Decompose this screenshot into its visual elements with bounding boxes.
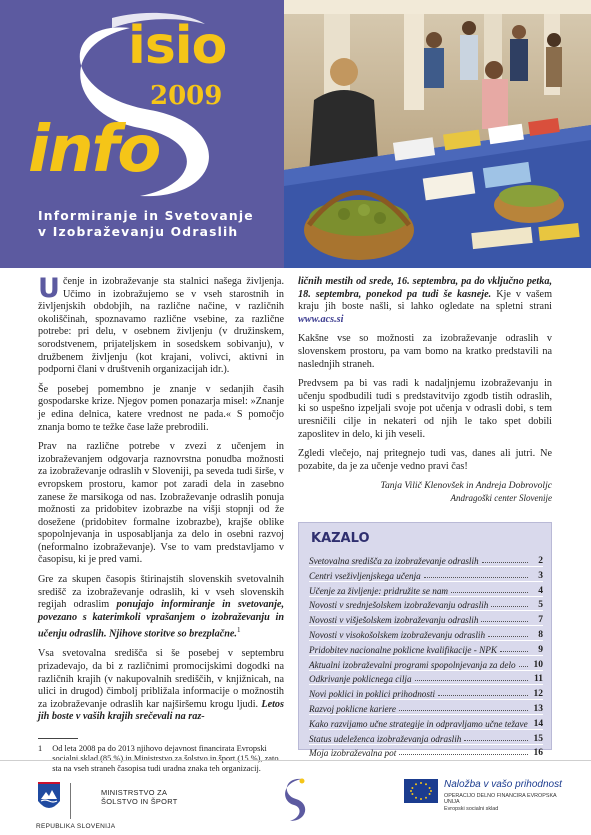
signature-organization: Andragoški center Slovenije — [450, 493, 552, 504]
toc-item-label: Novosti v srednješolskem izobraževanju odraslih — [309, 600, 489, 611]
ministry-line-1: MINISTRSTVO ZA — [101, 788, 168, 797]
footnote-mark: 1 — [38, 744, 43, 753]
article-column-right — [298, 276, 552, 504]
toc-item-label: Pridobitev nacionalne poklicne kvalifikacije - NPK — [309, 644, 498, 655]
slovenia-coat-of-arms-icon — [36, 781, 96, 819]
toc-item-label: Odkrivanje poklicnega cilja — [309, 674, 412, 685]
paragraph-1-text: čenje in izobraževanje sta stalnici našega življenja. Učimo in izobražujemo se v vseh starostnih in življenjskih obdobjih, na različne načine, v različnih okoliščinah, spoznavamo različne vsebine, za različne potrebe: pri delu, v osebnem življenju (v družinskem, sorodstvenem, prijateljskem in sosedskem sobivanju), v družbenem življenju (kot krajani, volivci, aktivni in podporni člani v društvenih organizacijah idr.). — [38, 276, 284, 376]
isio-s-logo-icon — [280, 775, 312, 825]
table-of-contents — [298, 522, 552, 759]
toc-item-label: Aktualni izobraževalni programi spopolnjevanja za delo — [309, 659, 516, 670]
website-link[interactable]: www.acs.si — [298, 313, 344, 325]
article-paragraph-6 — [298, 276, 552, 326]
toc-item-label: Svetovalna središča za izobraževanje odraslih — [309, 556, 479, 566]
logo-year: 2009 — [150, 81, 223, 111]
article-column-left — [38, 273, 285, 731]
tagline-line-1: Informiranje in Svetovanje — [38, 209, 254, 223]
masthead — [0, 0, 591, 268]
masthead-panel — [0, 0, 284, 268]
paragraph-3-text: Prav na različne potrebe v zvezi z učenjem in izobraževanjem odgovarja raznovrstna ponudba možnosti za izobraževanje odraslih v Sloveniji, pa seveda tudi širše, v evropskem prostoru, kamor pot zaradi dela in zasebno zanese že marsikoga od nas. Izobraževanje odraslih ponuja možnosti za pridobitev izobrazbe na višji stopnji od že dosežene (pridobitev formalne izobrazbe), krajše oblike spopolnjevanja in usposabljanja za delo in osebni razvoj (neformalno izobraževanje). Vse to vam predstavljamo v časopisu, ki je pred vami. — [38, 441, 284, 566]
toc-item-page: 12 — [533, 689, 543, 700]
toc-item-page: 5 — [538, 600, 543, 611]
tagline — [38, 208, 278, 240]
toc-item-page: 3 — [538, 570, 543, 581]
ministry-name — [101, 789, 178, 806]
article-paragraph-4 — [38, 574, 284, 641]
eu-flag-icon — [404, 779, 438, 803]
signature-names: Tanja Vilič Klenovšek in Andreja Dobrovoljc — [380, 480, 552, 492]
toc-item-label: Novosti v visokošolskem izobraževanju odraslih — [309, 630, 486, 640]
paragraph-4-text: Gre za skupen časopis štirinajstih slovenskih svetovalnih središč za izobraževanje odraslih, ki v vseh slovenskih regijah odraslim — [38, 574, 284, 611]
toc-item-page: 2 — [538, 556, 543, 566]
toc-item-label: Učenje za življenje: pridružite se nam — [309, 585, 449, 596]
footnote-reference: 1 — [236, 626, 241, 635]
toc-item-page: 10 — [533, 659, 543, 670]
tagline-line-2: v Izobraževanju Odraslih — [38, 225, 239, 239]
paragraph-4-emphasis: ponujajo informiranje in svetovanje, povezano s katerimkoli vprašanjem o izobraževanju in učenju odraslih. Njihove storitve so brezplačne. — [38, 599, 285, 640]
paragraph-8-text: Predvsem pa bi vas radi k nadaljnjemu izobraževanju in učenju spodbudili tudi s predstavitvijo zgodb tistih odraslih, ki so uspešno izpeljali svoje pot učenja v odrasli dobi, s tem uresničili cilje in nekateri od njih le tako spet dobili zaposlitev in delo, ki jih veseli. — [298, 378, 552, 440]
toc-item[interactable] — [309, 741, 543, 758]
toc-item-label: Centri vseživljenjskega učenja — [309, 570, 421, 581]
eu-funding-line-1: OPERACIJO DELNO FINANCIRA EVROPSKA UNIJA — [444, 793, 557, 806]
toc-item-page: 4 — [538, 585, 543, 596]
article-paragraph-5 — [38, 648, 284, 724]
toc-item-page: 7 — [538, 615, 543, 626]
paragraph-2-text: Še posebej pomembno je znanje v sedanjih časih gospodarske krize. Njegov pomen ponazarja misel: »Znanje je edina delnica, katere vrednost ne pada.« S pomočjo znanja bomo te težke čase laže prebrodili. — [38, 383, 284, 433]
article-paragraph — [38, 273, 284, 377]
toc-leader-dots — [399, 754, 528, 755]
footnote-text: Od leta 2008 pa do 2013 njihovo dejavnost financirata Evropski socialni sklad (85 %) in Ministrstvo za šolstvo in šport (15 %), zato sta na vseh straneh časopisa tudi uradna znaka teh organizacij. — [52, 744, 279, 774]
toc-item-label: Razvoj poklicne kariere — [309, 704, 396, 714]
toc-item-label: Kako razvijamo učne strategije in odpravljamo učne težave — [309, 718, 528, 729]
paragraph-7-text: Kakšne vse so možnosti za izobraževanje odraslih v slovenskem prostoru, pa vam bomo na kratko predstavili na naslednjih straneh. — [298, 333, 552, 370]
ministry-line-2: ŠOLSTVO IN ŠPORT — [101, 796, 178, 806]
paragraph-5-emphasis: Letos jih boste v vaših krajih srečevali na raz- — [38, 698, 284, 723]
footer — [0, 760, 591, 835]
eu-slogan: Naložba v vašo prihodnost — [444, 779, 562, 790]
logo-isio-text: isio — [128, 16, 227, 76]
drop-cap: U — [38, 273, 60, 304]
toc-item-page: 9 — [538, 644, 543, 655]
logo-info-text: info — [28, 113, 160, 187]
paragraph-5-text: Vsa svetovalna središča si še posebej v septembru prizadevajo, da bi z različnimi promocijskimi dogodki na različnih krajih (v nakupovalnih središčih, v knjižnicah, na ulici in drugod) čimbolj približala informacije o možnostih za izobraževanje odraslih kar najširšemu krogu ljudi. — [38, 648, 284, 710]
toc-item-page: 8 — [538, 630, 543, 640]
toc-item-label: Novosti v višješolskem izobraževanju odraslih — [309, 615, 479, 626]
toc-item-page: 11 — [534, 674, 543, 685]
paragraph-9-text: Zgledi vlečejo, naj pritegnejo tudi vas, danes ali jutri. Ne pozabite, da je za učenje vedno pravi čas! — [298, 448, 552, 472]
paragraph-6-text: Kje v vašem kraju jih boste našli, si lahko ogledate na spletni strani — [298, 288, 552, 313]
photo-illustration — [284, 0, 591, 268]
toc-item-label: Moja izobraževalna pot — [309, 748, 397, 759]
toc-item-label: Novi poklici in poklici prihodnosti — [309, 689, 436, 700]
footnote-divider — [38, 738, 78, 739]
eu-funding-line-2: Evropski socialni sklad — [444, 805, 499, 812]
eu-funding-note — [444, 793, 564, 812]
header-photo — [284, 0, 591, 268]
toc-item-page: 15 — [533, 733, 543, 744]
paragraph-6-emphasis: ličnih mestih od srede, 16. septembra, pa do vključno petka, 18. septembra, ponekod pa tudi še kasneje. — [298, 276, 552, 300]
toc-item-page: 16 — [533, 748, 543, 759]
toc-item-page: 14 — [533, 718, 544, 729]
toc-title: KAZALO — [311, 531, 370, 546]
toc-item-label: Status udeleženca izobraževanja odraslih — [309, 733, 462, 744]
republic-label: REPUBLIKA SLOVENIJA — [36, 823, 116, 830]
toc-item-page: 13 — [533, 704, 543, 714]
